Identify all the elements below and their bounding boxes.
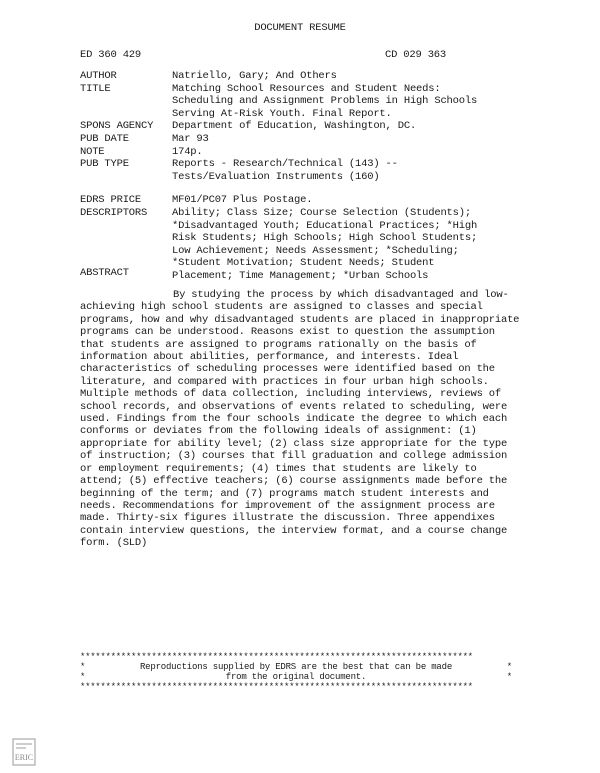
star-left: * (80, 672, 86, 682)
abstract-text: By studying the process by which disadvantaged and low-achieving high school students are assigned to classes and special programs, how and why disadvantaged students are placed in inappropriate programs can be understood. Reasons exist to question the assumption that students are assigned to programs rationally on the basis of information about abilities, performance, and interests. Ideal characteristics of scheduling processes were identified based on the literature, and compared with practices in four urban high schools. Multiple methods of data collection, including interviews, reviews of school records, and observations of events related to scheduling, were used. Findings from the four schools indicate the degree to which each conforms or deviates from the following ideals of assignment: (1) appropriate for ability level; (2) class size appropriate for the type of instruction; (3) courses that fill graduation and college admission or employment requirements; (4) times that students are likely to attend; (5) effective teachers; (6) course assignments made before the beginning of the term; and (7) programs match student interests and needs. Recommendations for improvement of the assignment process are made. Thirty-six figures illustrate the discussion. Three appendixes contain interview questions, the interview format, and a course change form. (SLD) (80, 289, 520, 550)
star-border-top: ***************************************************************************** (80, 652, 473, 662)
reproduction-notice (80, 652, 512, 692)
field-value: Department of Education, Washington, DC. (172, 120, 417, 133)
notice-line-1 (80, 662, 512, 672)
field-title (80, 83, 580, 121)
field-value: Matching School Resources and Student Needs: Scheduling and Assignment Problems in High Schools Serving At-Risk Youth. Final Report. (172, 82, 478, 120)
field-label: NOTE (80, 145, 105, 158)
field-label: AUTHOR (80, 70, 117, 82)
eric-logo-icon (12, 738, 36, 766)
document-title: DOCUMENT RESUME (254, 22, 346, 34)
eric-logo-text: ERIC (14, 753, 34, 762)
field-label: PUB TYPE (80, 158, 129, 171)
spacer (80, 183, 580, 194)
field-spons-agency (80, 120, 580, 133)
field-value: Ability; Class Size; Course Selection (Students); *Disadvantaged Youth; Educational Practices; *High Risk Students; High Schools; High School Students; Low Achievement; Needs Assessment; *Scheduling; *Student Motivation; Student Needs; Student Placement; Time Management; *Urban Schools (172, 206, 478, 282)
field-pub-date (80, 133, 580, 146)
field-note (80, 146, 580, 159)
field-label: EDRS PRICE (80, 194, 142, 207)
field-label: PUB DATE (80, 132, 129, 145)
bibliographic-fields (80, 70, 580, 283)
star-right: * (506, 672, 512, 682)
field-label: SPONS AGENCY (80, 120, 154, 133)
star-right: * (506, 662, 512, 672)
field-pub-type (80, 158, 580, 183)
abstract-heading: ABSTRACT (80, 267, 129, 279)
field-value: Mar 93 (172, 132, 209, 145)
field-label: DESCRIPTORS (80, 206, 148, 219)
ed-number: ED 360 429 (80, 49, 142, 61)
field-label: TITLE (80, 82, 111, 95)
field-descriptors (80, 207, 580, 283)
field-value: Reports - Research/Technical (143) -- Tests/Evaluation Instruments (160) (172, 158, 398, 183)
notice-line-2 (80, 672, 512, 682)
cd-number: CD 029 363 (385, 49, 447, 61)
field-value: Natriello, Gary; And Others (172, 70, 337, 82)
field-value: 174p. (172, 145, 203, 158)
notice-text-1: Reproductions supplied by EDRS are the best that can be made (139, 662, 453, 672)
star-border-bottom: ***************************************************************************** (80, 682, 473, 692)
star-left: * (80, 662, 86, 672)
notice-text-2: from the original document. (225, 672, 367, 682)
field-edrs-price (80, 194, 580, 207)
field-value: MF01/PC07 Plus Postage. (172, 194, 313, 207)
field-author (80, 70, 580, 83)
